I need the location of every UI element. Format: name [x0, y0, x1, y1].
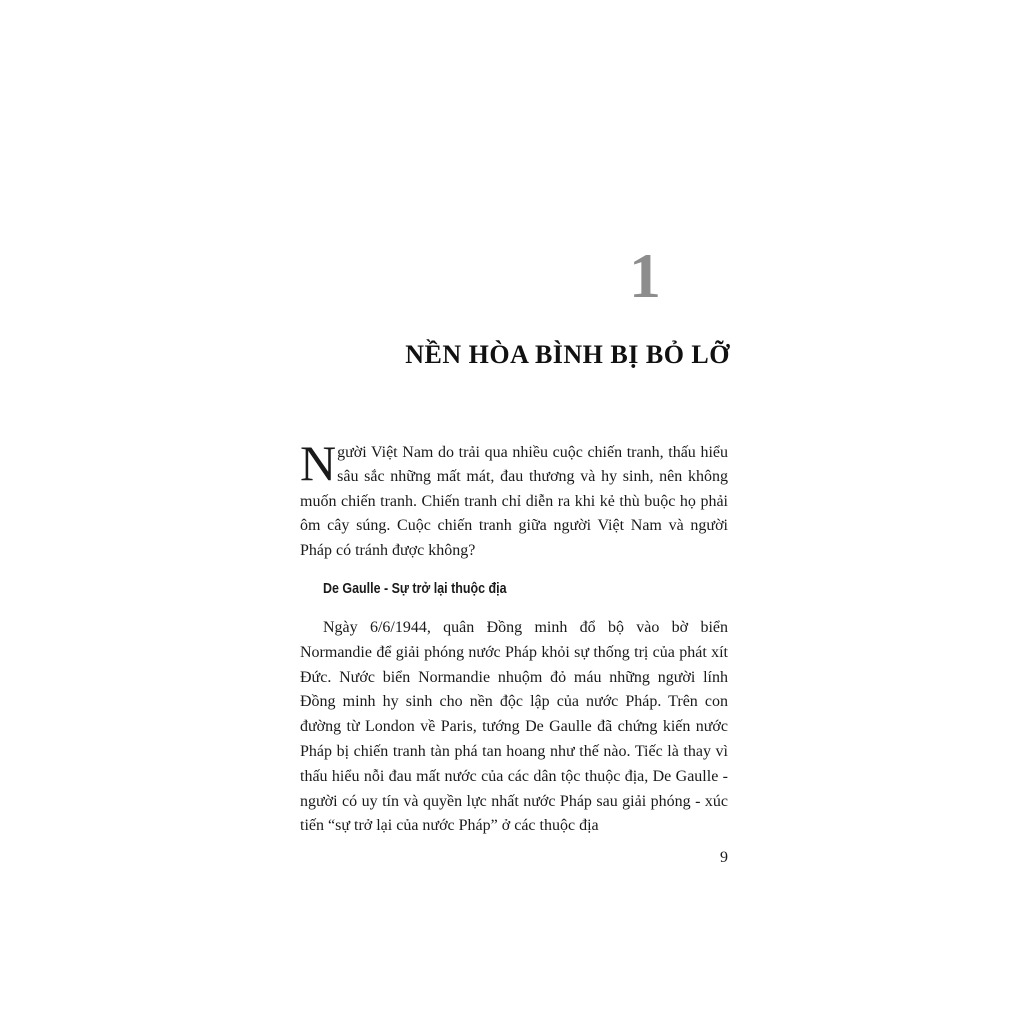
page-number: 9	[720, 849, 728, 866]
intro-text: gười Việt Nam do trải qua nhiều cuộc chiến tranh, thấu hiểu sâu sắc những mất mát, đau thương và hy sinh, nên không muốn chiến tranh. Chiến tranh chỉ diễn ra khi kẻ thù buộc họ phải ôm cây súng. Cuộc chiến tranh giữa người Việt Nam và người Pháp có tránh được không?	[300, 444, 728, 559]
section-heading: De Gaulle - Sự trở lại thuộc địa	[323, 581, 507, 597]
body-paragraph: Ngày 6/6/1944, quân Đồng minh đổ bộ vào bờ biển Normandie để giải phóng nước Pháp khỏi sự thống trị của phát xít Đức. Nước biển Normandie nhuộm đỏ máu những người lính Đồng minh hy sinh cho nền độc lập của nước Pháp. Trên con đường từ London về Paris, tướng De Gaulle đã chứng kiến nước Pháp bị chiến tranh tàn phá tan hoang như thế nào. Tiếc là thay vì thấu hiểu nỗi đau mất nước của các dân tộc thuộc địa, De Gaulle - người có uy tín và quyền lực nhất nước Pháp sau giải phóng - xúc tiến “sự trở lại của nước Pháp” ở các thuộc địa	[300, 619, 728, 835]
intro-paragraph	[300, 435, 728, 563]
chapter-number: 1	[629, 240, 661, 311]
chapter-title: NỀN HÒA BÌNH BỊ BỎ LỠ	[405, 340, 730, 369]
drop-cap: N	[300, 435, 337, 491]
